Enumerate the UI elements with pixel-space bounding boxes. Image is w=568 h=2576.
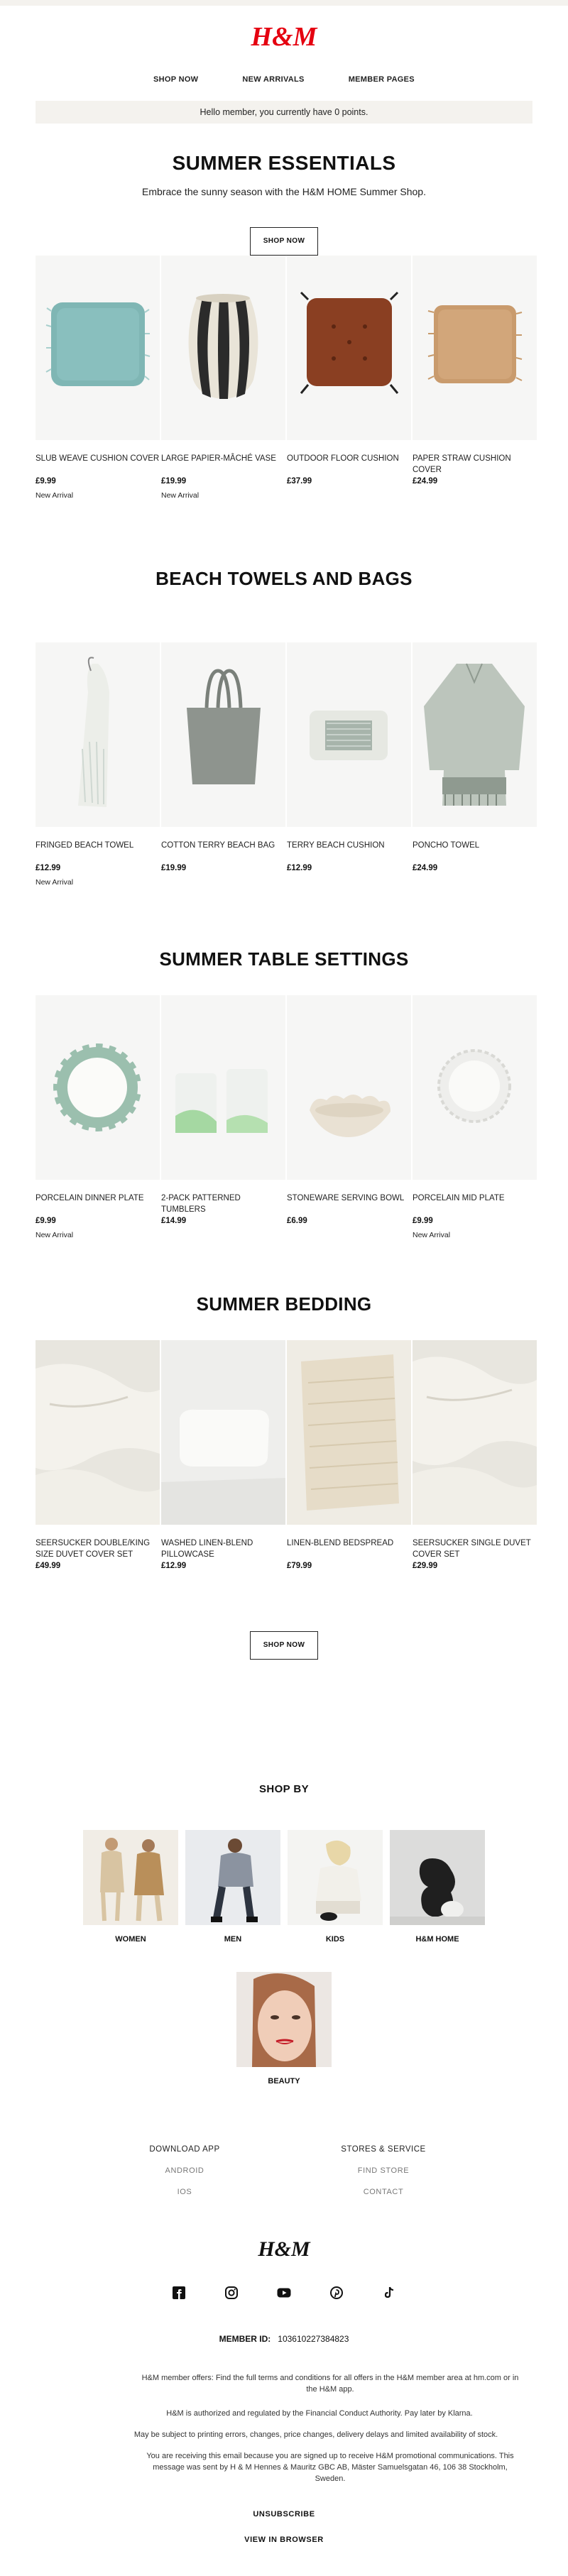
product-name[interactable]: PONCHO TOWEL [413, 841, 480, 850]
product-card[interactable] [36, 995, 160, 1239]
product-price: £24.99 [413, 477, 438, 486]
poncho-icon[interactable] [413, 642, 537, 827]
product-name[interactable]: OUTDOOR FLOOR CUSHION [287, 454, 399, 463]
product-name[interactable]: PAPER STRAW CUSHION COVER [413, 454, 511, 474]
category-label[interactable]: MEN [224, 1935, 242, 1944]
brown-floor-cushion-icon[interactable] [287, 256, 411, 440]
product-card[interactable] [161, 642, 285, 887]
product-card[interactable] [413, 995, 537, 1239]
new-arrival-badge: New Arrival [161, 491, 200, 500]
stores-service-title: STORES & SERVICE [341, 2145, 426, 2154]
android-link[interactable]: ANDROID [165, 2166, 204, 2175]
product-card[interactable] [287, 995, 411, 1239]
nav-new-arrivals[interactable]: NEW ARRIVALS [242, 75, 305, 84]
product-price: £14.99 [161, 1217, 187, 1225]
member-id-value: 103610227384823 [278, 2334, 349, 2344]
product-card[interactable] [287, 642, 411, 887]
new-arrival-badge: New Arrival [36, 491, 74, 500]
tumblers-icon[interactable] [161, 995, 285, 1180]
download-app-title: DOWNLOAD APP [149, 2145, 220, 2154]
tiktok-icon[interactable] [382, 2286, 396, 2300]
member-id-row [0, 2334, 568, 2344]
nav-member-pages[interactable]: MEMBER PAGES [348, 75, 415, 84]
tote-bag-icon[interactable] [161, 642, 285, 827]
product-section-beach [0, 642, 568, 887]
beauty-image-icon[interactable] [236, 1972, 332, 2067]
fine-print-disclaimer: May be subject to printing errors, changes, price changes, delivery delays and limited availability of stock. [133, 2430, 498, 2439]
serving-bowl-icon[interactable] [287, 995, 411, 1180]
product-price: £9.99 [36, 477, 56, 486]
facebook-icon[interactable] [172, 2286, 186, 2300]
product-name[interactable]: LINEN-BLEND BEDSPREAD [287, 1539, 394, 1547]
category-label[interactable]: BEAUTY [268, 2077, 300, 2086]
product-card[interactable] [413, 642, 537, 887]
footer-logo-wrap [0, 2235, 568, 2263]
product-name[interactable]: SEERSUCKER SINGLE DUVET COVER SET [413, 1539, 531, 1559]
shop-by-row-1 [0, 1830, 568, 1944]
product-card[interactable] [287, 1340, 411, 1576]
product-name[interactable]: 2-PACK PATTERNED TUMBLERS [161, 1194, 241, 1214]
hanging-towel-icon[interactable] [36, 642, 160, 827]
product-section-essentials [0, 256, 568, 500]
section-title-bedding: SUMMER BEDDING [196, 1293, 372, 1315]
product-price: £79.99 [287, 1562, 312, 1570]
duvet-set-icon[interactable] [413, 1340, 537, 1525]
contact-link[interactable]: CONTACT [363, 2188, 404, 2196]
download-app-column [85, 2145, 284, 2196]
product-price: £37.99 [287, 477, 312, 486]
social-links [0, 2286, 568, 2300]
product-name[interactable]: WASHED LINEN-BLEND PILLOWCASE [161, 1539, 253, 1559]
category-label[interactable]: H&M HOME [415, 1935, 459, 1944]
product-card[interactable] [287, 256, 411, 500]
member-points-bar: Hello member, you currently have 0 points. [36, 101, 532, 124]
product-name[interactable]: COTTON TERRY BEACH BAG [161, 841, 275, 850]
product-price: £12.99 [161, 1562, 187, 1570]
fine-print-sender: You are receiving this email because you are signed up to receive H&M promotional communications. This message was sent by H & M Hennes & Mauritz GBC AB, Mäster Samuelsgatan 46, 106 38 Stockholm, Sweden. [146, 2452, 514, 2483]
product-card[interactable] [413, 1340, 537, 1576]
category-label[interactable]: WOMEN [115, 1935, 146, 1944]
product-name[interactable]: STONEWARE SERVING BOWL [287, 1194, 405, 1202]
ios-link[interactable]: IOS [177, 2188, 192, 2196]
new-arrival-badge: New Arrival [36, 1231, 74, 1239]
scalloped-plate-icon[interactable] [413, 995, 537, 1180]
product-card[interactable] [36, 256, 160, 500]
product-price: £6.99 [287, 1217, 307, 1225]
product-price: £12.99 [287, 864, 312, 872]
footer-logo-text: H&M [258, 2237, 310, 2261]
new-arrival-badge: New Arrival [36, 878, 74, 887]
product-price: £19.99 [161, 864, 187, 872]
fine-print-fca: H&M is authorized and regulated by the Financial Conduct Authority. Pay later by Klarna. [166, 2409, 473, 2418]
hero-subtitle: Embrace the sunny season with the H&M HOME Summer Shop. [142, 186, 426, 197]
shop-by-title: SHOP BY [258, 1783, 310, 1795]
unsubscribe-link[interactable]: UNSUBSCRIBE [253, 2510, 315, 2519]
view-in-browser-link[interactable]: VIEW IN BROWSER [244, 2536, 324, 2544]
product-name[interactable]: PORCELAIN DINNER PLATE [36, 1194, 144, 1202]
product-card[interactable] [161, 995, 285, 1239]
kids-image-icon[interactable] [288, 1830, 383, 1925]
category-home[interactable] [390, 1830, 485, 1944]
product-price: £9.99 [413, 1217, 433, 1225]
product-section-bedding [0, 1340, 568, 1576]
product-section-table [0, 995, 568, 1239]
main-nav [0, 75, 568, 84]
hm-logo-icon[interactable] [251, 18, 317, 55]
pinterest-icon[interactable] [329, 2286, 344, 2300]
youtube-icon[interactable] [277, 2286, 291, 2300]
product-card[interactable] [161, 256, 285, 500]
hero-title: SUMMER ESSENTIALS [172, 152, 396, 174]
shop-now-bottom-wrap [0, 1631, 568, 1660]
product-name[interactable]: LARGE PAPIER-MÂCHÉ VASE [161, 454, 276, 463]
category-label[interactable]: KIDS [325, 1935, 345, 1944]
product-card[interactable] [161, 1340, 285, 1576]
product-name[interactable]: SEERSUCKER DOUBLE/KING SIZE DUVET COVER SET [36, 1539, 151, 1559]
fine-print-offers: H&M member offers: Find the full terms and conditions for all offers in the H&M member area at hm.com or in the H&M app. [141, 2374, 519, 2394]
hm-footer-logo-icon[interactable] [258, 2235, 310, 2263]
nav-shop-now[interactable]: SHOP NOW [153, 75, 199, 84]
beach-cushion-icon[interactable] [287, 642, 411, 827]
home-image-icon[interactable] [390, 1830, 485, 1925]
category-beauty[interactable] [236, 1972, 332, 2086]
bedspread-icon[interactable] [287, 1340, 411, 1525]
product-price: £49.99 [36, 1562, 61, 1570]
stores-service-column [284, 2145, 483, 2196]
section-title-table: SUMMER TABLE SETTINGS [159, 948, 409, 970]
logo-text: H&M [251, 22, 317, 52]
product-name[interactable]: TERRY BEACH CUSHION [287, 841, 385, 850]
product-name[interactable]: FRINGED BEACH TOWEL [36, 841, 134, 850]
shop-now-bottom-button[interactable]: SHOP NOW [250, 1631, 318, 1660]
teal-cushion-icon[interactable] [36, 256, 160, 440]
product-name[interactable]: SLUB WEAVE CUSHION COVER [36, 454, 160, 463]
instagram-icon[interactable] [224, 2286, 239, 2300]
men-image-icon[interactable] [185, 1830, 280, 1925]
women-image-icon[interactable] [83, 1830, 178, 1925]
product-name[interactable]: PORCELAIN MID PLATE [413, 1194, 505, 1202]
top-band [0, 0, 568, 6]
hero-shop-now-button[interactable]: SHOP NOW [250, 227, 318, 256]
striped-vase-icon[interactable] [161, 256, 285, 440]
striped-plate-icon[interactable] [36, 995, 160, 1180]
pillowcase-icon[interactable] [161, 1340, 285, 1525]
shop-by-row-2 [0, 1972, 568, 2086]
member-id-label: MEMBER ID: [219, 2334, 271, 2344]
new-arrival-badge: New Arrival [413, 1231, 451, 1239]
duvet-set-icon[interactable] [36, 1340, 160, 1525]
product-card[interactable] [36, 642, 160, 887]
product-card[interactable] [36, 1340, 160, 1576]
product-price: £19.99 [161, 477, 187, 486]
footer-columns [0, 2145, 568, 2196]
section-title-beach: BEACH TOWELS AND BAGS [155, 568, 413, 589]
straw-cushion-icon[interactable] [413, 256, 537, 440]
product-price: £24.99 [413, 864, 438, 872]
category-women[interactable] [83, 1830, 178, 1944]
product-card[interactable] [413, 256, 537, 500]
category-kids[interactable] [288, 1830, 383, 1944]
find-store-link[interactable]: FIND STORE [357, 2166, 410, 2175]
product-price: £9.99 [36, 1217, 56, 1225]
product-price: £12.99 [36, 864, 61, 872]
category-men[interactable] [185, 1830, 280, 1944]
product-price: £29.99 [413, 1562, 438, 1570]
